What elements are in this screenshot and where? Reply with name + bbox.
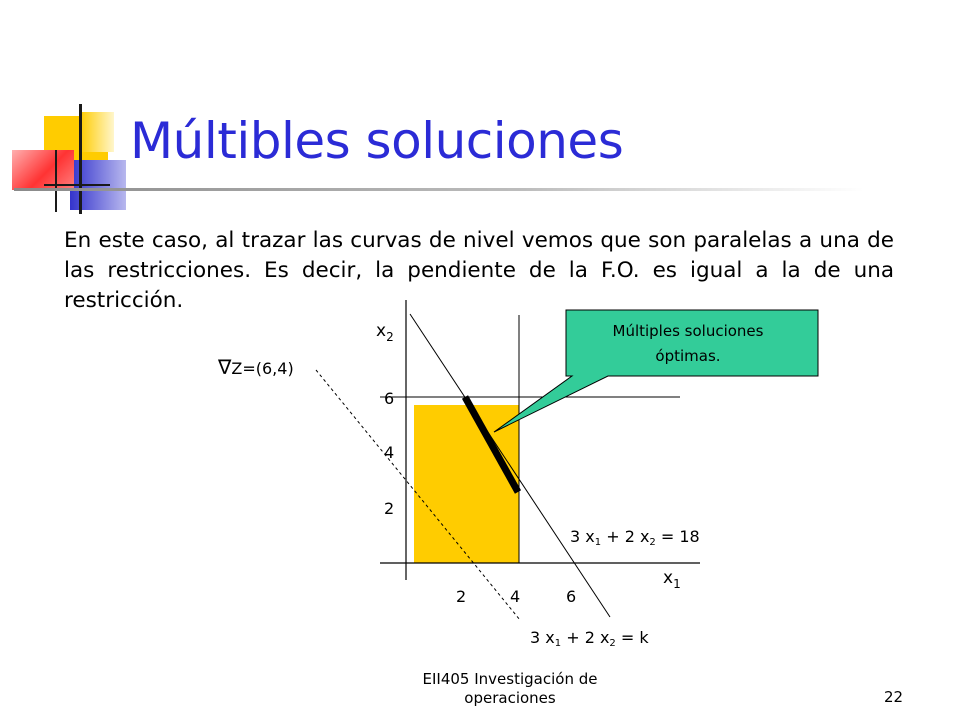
x-axis-label: $x_1$ [663, 568, 681, 591]
feasible-region [414, 405, 519, 563]
y-axis-label: $x_2$ [376, 321, 394, 344]
constraint-label: 3 x1 + 2 x2 = 18 [570, 527, 700, 548]
objective-label: 3 x1 + 2 x2 = k [530, 628, 649, 649]
gradient-label: ∇Z=(6,4) [218, 355, 294, 379]
y-tick-6: 6 [384, 389, 395, 408]
x-tick-2: 2 [456, 587, 467, 606]
slide-title: Múltibles soluciones [130, 112, 624, 170]
y-tick-2: 2 [384, 499, 395, 518]
x-tick-4: 4 [510, 587, 521, 606]
body-paragraph: En este caso, al trazar las curvas de nivel vemos que son paralelas a una de las restricciones. Es decir, la pendiente de la F.O. es igual a la de una restricción. [64, 228, 894, 313]
y-tick-4: 4 [384, 443, 395, 462]
callout-line-2: óptimas. [655, 347, 721, 365]
nabla-icon: ∇ [218, 355, 232, 379]
x-tick-6: 6 [566, 587, 577, 606]
callout-line-1: Múltiples soluciones [612, 322, 764, 340]
footer-course: EII405 Investigación de operaciones [422, 670, 598, 707]
page-number: 22 [884, 688, 904, 706]
